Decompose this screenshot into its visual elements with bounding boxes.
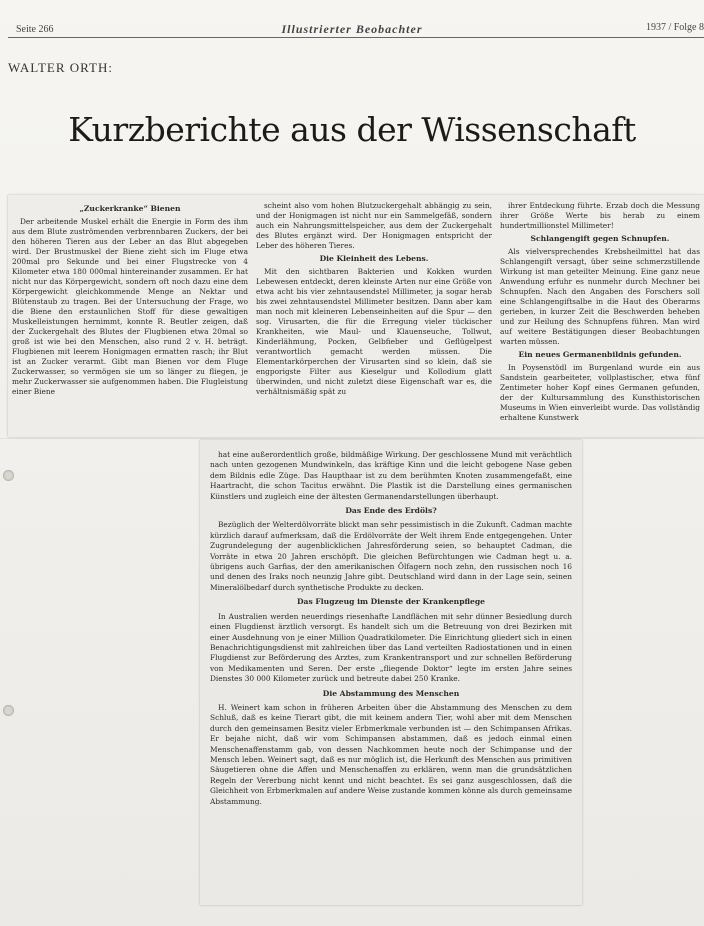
section-heading: Die Abstammung des Menschen [322, 688, 460, 698]
section-heading: Die Kleinheit des Lebens. [319, 254, 429, 263]
paragraph: Der arbeitende Muskel erhält die Energie in Form des ihm aus dem Blute zuströmenden verbrennbaren Zuckers, der bei den höheren Tieren aus der Leber an das Blut abgegeben wird. Der Brustmuskel der Biene zieht sich im Fluge etwa 200mal pro Sekunde und bei einer Flugstrecke von 4 Kilometer etwa 180 000mal hintereinander zusammen. Er hat nicht nur das Körpergewicht, sondern oft noch dazu eine dem Körpergewicht gleichkommende Menge an Nektar und Blütenstaub zu tragen. Bei der Untersuchung der Frage, wo die Biene den erstaunlichen Stoff für diese gewaltigen Muskelleistungen hernimmt, konnte R. Beutler zeigen, daß der Zuckergehalt des Blutes der Flugbienen etwa 20mal so groß ist wie bei den Menschen, also rund 2 v. H. beträgt. Flugbienen mit leerem Honigmagen ermatten rasch; ihr Blut ist an Zucker verarmt. Gibt man Bienen vor dem Fluge Zuckerwasser, so vermögen sie um so länger zu fliegen, je mehr Zuckerwasser sie aufgenommen haben. Die Flugleistung einer Biene [12, 217, 248, 396]
section-heading: Schlangengift gegen Schnupfen. [530, 234, 670, 243]
paragraph: Mit den sichtbaren Bakterien und Kokken wurden Lebewesen entdeckt, deren kleinste Arten nur eine Größe von etwa acht bis vier zehntausendstel Millimeter, ja sogar herab bis zwei zehntausendstel Millimeter besitzen. Dann aber kam man noch mit kleineren Lebenseinheiten auf die Spur — den sog. Virusarten, die für die Erregung vieler tückischer Krankheiten, wie Maul- und Klauenseuche, Tollwut, Kinderlähmung, Pocken, Gelbfieber und Geflügelpest verantwortlich gemacht werden müssen. Die Elementarkörperchen der Virusarten sind so klein, daß sie engporigste Filter aus Kieselgur und Kollodium glatt überwinden, und nicht zuletzt diese Eigenschaft war es, die verhältnismäßig spät zu [256, 267, 492, 396]
issue-number: 1937 / Folge 8 [645, 22, 704, 33]
paragraph: ihrer Entdeckung führte. Erzab doch die Messung ihrer Größe Werte bis herab zu einem hundertmillionstel Millimeter! [500, 201, 700, 230]
section-heading: Das Ende des Erdöls? [345, 506, 437, 516]
paragraph: Als vielversprechendes Krebsheilmittel hat das Schlangengift versagt, über seine schmerzstillende Wirkung ist man geteilter Meinung. Eine ganz neue Anwendung erfuhr es nunmehr durch Mechner bei Schnupfen. Nach den Angaben des Forschers soll eine Schlangengiftsalbe in die Haut des Oberarms gerieben, in kurzer Zeit die Beschwerden beheben und zur Heilung des Schnupfens führen. Man wird auf weitere Bestätigungen dieser Beobachtungen warten müssen. [500, 247, 700, 346]
paragraph: Bezüglich der Welterdölvorräte blickt man sehr pessimistisch in die Zukunft. Cadman machte kürzlich darauf aufmerksam, daß die Erdölvorräte der Welt ihrem Ende entgegengehen. Unter Zugrundelegung der augenblicklichen Jahresförderung seien, so behauptet Cadman, die Vorräte in etwa 20 Jahren erschöpft. Die gleichen Befürchtungen wie Cadman hegt u. a. übrigens auch Garfias, der den amerikanischen Ölfagern noch zehn, den russischen noch 16 und denen des Iraks noch neunzig Jahre gibt. Deutschland wird dann in der Lage sein, seinen Mineralölbedarf durch synthetische Produkte zu decken. [210, 520, 572, 592]
page-header [0, 20, 704, 36]
paragraph: hat eine außerordentlich große, bildmäßige Wirkung. Der geschlossene Mund mit verächtlich nach unten gezogenen Mundwinkeln, das kräftige Kinn und die leicht gebogene Nase geben dem Bildnis edle Züge. Das Haupthaar ist zu dem berühmten Knoten zusammengefaßt, eine Haartracht, die schon Tacitus erwähnt. Die Plastik ist die Darstellung eines germanischen Künstlers und zugleich eine der ältesten Germanendarstellungen überhaupt. [210, 450, 572, 501]
header-rule [8, 37, 704, 38]
top-clipping [8, 195, 704, 437]
paragraph: H. Weinert kam schon in früheren Arbeiten über die Abstammung des Menschen zu dem Schluß, daß es keine Tierart gibt, die mit keinem andern Tier, wohl aber mit dem Menschen durch den gemeinsamen Besitz vieler Erbmerkmale verbunden ist — den Schimpansen Afrikas. Er bejahe nicht, daß wir vom Schimpansen abstammen, daß es jedoch einmal einen Menschenaffenstamm gab, von dessen Nachkommen heute noch der Schimpanse und der Mensch leben. Weinert sagt, daß es nur möglich ist, die Herkunft des Menschen aus primitiven Säugetieren ohne die Affen und Menschenaffen zu erklären, wenn man die grundsätzlichen Regeln der Vererbung nicht kennt und nicht beachtet. Es sei ganz ausgeschlossen, daß die Gleichheit von Erbmerkmalen auf andere Weise zustande kommen könne als durch gemeinsame Abstammung. [210, 702, 572, 806]
column-2 [256, 201, 492, 399]
fold-crease [0, 438, 704, 439]
section-heading: Das Flugzeug im Dienste der Krankenpflege [296, 597, 486, 607]
paragraph: In Poysenstödl im Burgenland wurde ein aus Sandstein gearbeiteter, vollplastischer, etwa fünf Zentimeter hoher Kopf eines Germanen gefunden, der der Kultursammlung des Kunsthistorischen Museums in Wien einverleibt wurde. Das vollständig erhaltene Kunstwerk [500, 363, 700, 422]
column-3 [500, 201, 700, 425]
column-1 [12, 201, 248, 399]
bottom-clipping [200, 440, 582, 905]
section-heading: „Zuckerkranke“ Bienen [79, 204, 181, 213]
article-title: Kurzberichte aus der Wissenschaft [68, 110, 636, 149]
paragraph: scheint also vom hohen Blutzuckergehalt abhängig zu sein, und der Honigmagen ist nicht nur ein Sammelgefäß, sondern auch ein Nahrungsmittelspeicher, aus dem der Zuckergehalt des Blutes ergänzt wird. Der Honigmagen entspricht der Leber des höheren Tieres. [256, 201, 492, 250]
section-heading: Ein neues Germanenbildnis gefunden. [518, 350, 682, 359]
binder-hole [3, 470, 14, 481]
paragraph: In Australien werden neuerdings riesenhafte Landflächen mit sehr dünner Besiedlung durch einen Flugdienst ärztlich versorgt. Es handelt sich um die Betreuung von drei Bezirken mit einer Ausdehnung von je einer Million Quadratkilometer. Die Einrichtung gliedert sich in einen Benachrichtigungsdienst mit zahlreichen über das Land verteilten Radiostationen und in einen Flugdienst zur Beförderung des Arztes, zum Krankentransport und zur schnellen Beförderung von Medikamenten und Seren. Der erste „fliegende Doktor“ legte im ersten Jahre seines Dienstes 30 000 Kilometer zurück und betreute dabei 250 Kranke. [210, 611, 572, 684]
page-number: Seite 266 [16, 24, 54, 35]
binder-hole [3, 705, 14, 716]
article-author: WALTER ORTH: [8, 60, 113, 75]
masthead: Illustrierter Beobachter [281, 22, 423, 36]
bottom-column [210, 450, 572, 809]
